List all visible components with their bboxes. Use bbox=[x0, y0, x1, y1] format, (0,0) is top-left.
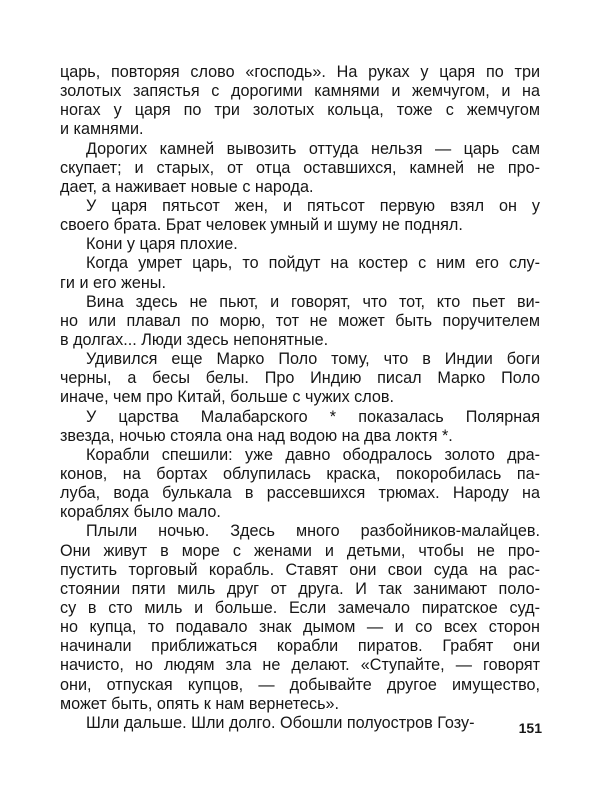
paragraph bbox=[60, 350, 540, 407]
text-line: ногах у царя по три золотых кольца, тоже с жемчугом bbox=[60, 101, 540, 120]
paragraph bbox=[60, 522, 540, 713]
paragraph bbox=[60, 446, 540, 523]
text-line: они, отпуская купцов, — добывайте другое имущество, bbox=[60, 675, 540, 694]
text-line: Корабли спешили: уже давно ободралось золото дра- bbox=[86, 445, 540, 464]
text-line: начисто, но людям зла не делают. «Ступайте, — говорят bbox=[60, 656, 540, 675]
text-line: но или плавал по морю, тот не может быть поручителем bbox=[60, 311, 540, 330]
text-line: У царства Малабарского * показалась Полярная bbox=[86, 407, 540, 426]
text-line: скупает; и старых, от отца оставшихся, камней не про- bbox=[60, 158, 540, 177]
body-text bbox=[60, 63, 540, 733]
text-line: дает, а наживает новые с народа. bbox=[60, 177, 314, 196]
paragraph bbox=[60, 714, 540, 733]
text-line: У царя пятьсот жен, и пятьсот первую взял он у bbox=[86, 196, 540, 215]
paragraph bbox=[60, 408, 540, 446]
text-line: кораблях было мало. bbox=[60, 503, 221, 522]
text-line: и камнями. bbox=[60, 120, 144, 139]
text-line: конов, на бортах облупилась краска, покоробилась па- bbox=[60, 464, 540, 483]
text-line: Удивился еще Марко Поло тому, что в Индии боги bbox=[86, 350, 540, 369]
text-line: Когда умрет царь, то пойдут на костер с ним его слу- bbox=[86, 254, 540, 273]
text-line: начинали приближаться корабли пиратов. Грабят они bbox=[60, 637, 540, 656]
text-line: золотых запястья с дорогими камнями и жемчугом, и на bbox=[60, 82, 540, 101]
text-line: в долгах... Люди здесь непонятные. bbox=[60, 330, 329, 349]
text-line: су в сто миль и больше. Если замечало пиратское суд- bbox=[60, 598, 540, 617]
paragraph bbox=[60, 197, 540, 235]
text-line: может быть, опять к нам вернетесь». bbox=[60, 694, 340, 713]
text-line: Они живут в море с женами и детьми, чтобы не про- bbox=[60, 541, 540, 560]
text-line: Дорогих камней вывозить оттуда нельзя — царь сам bbox=[86, 139, 540, 158]
paragraph bbox=[60, 254, 540, 292]
text-line: черны, а бесы белы. Про Индию писал Марко Поло bbox=[60, 369, 540, 388]
paragraph bbox=[60, 235, 540, 254]
text-line: иначе, чем про Китай, больше с чужих слов. bbox=[60, 388, 395, 407]
paragraph bbox=[60, 293, 540, 350]
text-line: Кони у царя плохие. bbox=[86, 235, 238, 254]
text-line: стоянии пяти миль друг от друга. И так занимают поло- bbox=[60, 579, 540, 598]
text-line: пустить торговый корабль. Ставят они свои суда на рас- bbox=[60, 560, 540, 579]
text-line: Плыли ночью. Здесь много разбойников-малайцев. bbox=[86, 522, 540, 541]
text-line: царь, повторяя слово «господь». На руках у царя по три bbox=[60, 63, 540, 81]
text-line: луба, вода булькала в рассевшихся трюмах. Народу на bbox=[60, 484, 540, 503]
paragraph bbox=[60, 140, 540, 197]
text-line: ги и его жены. bbox=[60, 273, 166, 292]
text-line: своего брата. Брат человек умный и шуму не поднял. bbox=[60, 216, 463, 235]
text-line: но купца, то подавало знак дымом — и со всех сторон bbox=[60, 618, 540, 637]
paragraph bbox=[60, 63, 540, 140]
text-line: Шли дальше. Шли долго. Обошли полуостров Гозу- bbox=[86, 713, 475, 732]
page-number: 151 bbox=[518, 720, 542, 736]
text-line: Вина здесь не пьют, и говорят, что тот, кто пьет ви- bbox=[86, 292, 540, 311]
text-line: звезда, ночью стояла она над водою на два локтя *. bbox=[60, 426, 453, 445]
